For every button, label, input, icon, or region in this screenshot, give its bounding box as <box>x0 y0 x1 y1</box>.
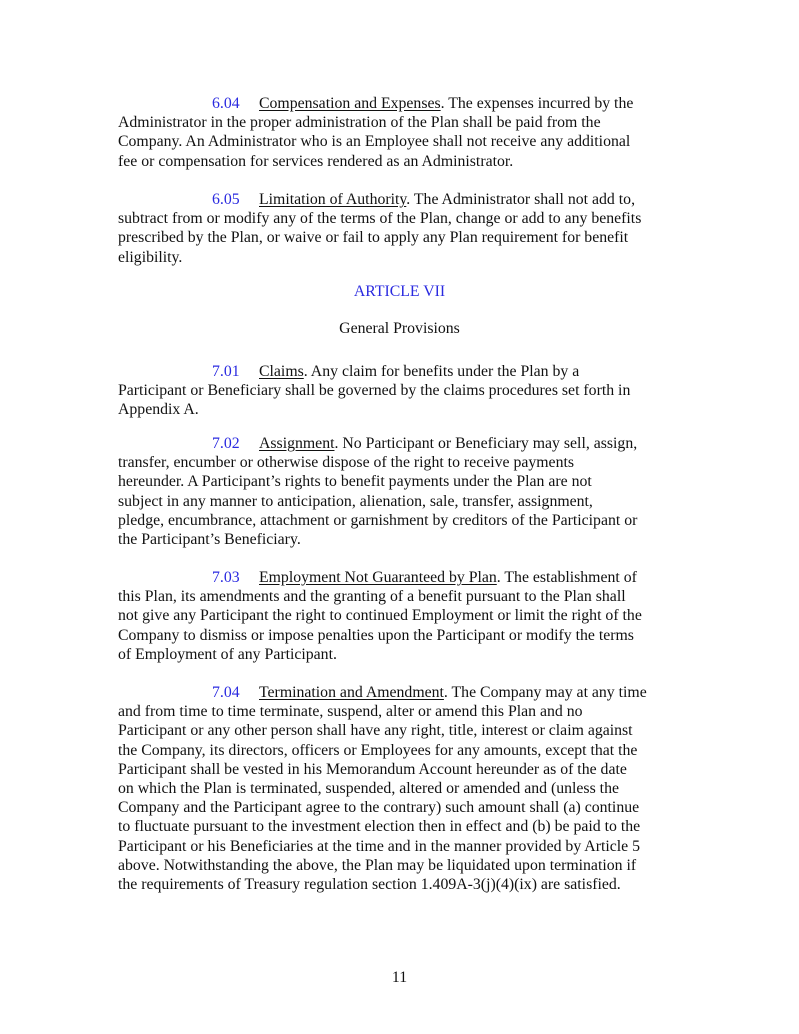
body-text-line: Administrator in the proper administration of the Plan shall be paid from the <box>118 114 601 132</box>
article-title: ARTICLE VII <box>353 283 446 300</box>
body-text-line: the Participant’s Beneficiary. <box>118 530 301 548</box>
section-heading: Compensation and Expenses <box>259 95 441 112</box>
body-text-line: and from time to time terminate, suspend, alter or amend this Plan and no <box>118 703 583 721</box>
section-7-04 <box>118 683 684 894</box>
body-text-line: fee or compensation for services rendered as an Administrator. <box>118 152 514 170</box>
section-heading: Employment Not Guaranteed by Plan <box>259 569 497 586</box>
article-subtitle: General Provisions <box>339 320 460 337</box>
section-6-05 <box>118 190 684 267</box>
section-heading-rest: . Any claim for benefits under the Plan by a <box>303 363 580 380</box>
body-text-line: the Company, its directors, officers or Employees for any amounts, except that the <box>118 741 638 759</box>
section-7-01 <box>118 362 684 420</box>
section-heading-rest: . The Company may at any time <box>443 684 647 701</box>
section-heading-rest: . The establishment of <box>496 569 637 586</box>
body-text-line: not give any Participant the right to continued Employment or limit the right of the <box>118 607 642 625</box>
body-text-line: Appendix A. <box>118 401 199 419</box>
section-heading-rest: . The expenses incurred by the <box>440 95 634 112</box>
section-heading-line <box>118 683 684 702</box>
body-text-line: Participant or Beneficiary shall be governed by the claims procedures set forth in <box>118 382 631 400</box>
body-text-line: Participant shall be vested in his Memorandum Account hereunder as of the date <box>118 760 627 778</box>
page-number: 11 <box>391 969 408 986</box>
body-text-line: to fluctuate pursuant to the investment election then in effect and (b) be paid to the <box>118 818 641 836</box>
section-heading-line <box>118 190 684 209</box>
section-heading-rest: . The Administrator shall not add to, <box>406 191 636 208</box>
body-text-line: hereunder. A Participant’s rights to benefit payments under the Plan are not <box>118 473 592 491</box>
body-text-line: Participant or any other person shall have any right, title, interest or claim against <box>118 722 633 740</box>
section-heading: Assignment <box>259 435 335 452</box>
section-heading: Termination and Amendment <box>259 684 444 701</box>
body-text-line: subject in any manner to anticipation, alienation, sale, transfer, assignment, <box>118 492 593 510</box>
section-heading: Claims <box>259 363 304 380</box>
section-number: 6.04 <box>212 95 240 112</box>
section-heading-rest: . No Participant or Beneficiary may sell, assign, <box>334 435 638 452</box>
body-text-line: Company. An Administrator who is an Employee shall not receive any additional <box>118 133 631 151</box>
body-text-line: eligibility. <box>118 248 183 266</box>
body-text-line: Company and the Participant agree to the contrary) such amount shall (a) continue <box>118 799 640 817</box>
body-text-line: above. Notwithstanding the above, the Plan may be liquidated upon termination if <box>118 856 637 874</box>
body-text-line: Company to dismiss or impose penalties upon the Participant or modify the terms <box>118 626 634 644</box>
body-text-line: this Plan, its amendments and the granting of a benefit pursuant to the Plan shall <box>118 588 626 606</box>
body-text-line: transfer, encumber or otherwise dispose of the right to receive payments <box>118 454 575 472</box>
section-number: 7.04 <box>212 684 240 701</box>
section-heading-line <box>118 568 684 587</box>
section-number: 7.02 <box>212 435 240 452</box>
section-number: 7.03 <box>212 569 240 586</box>
section-6-04 <box>118 94 684 171</box>
section-heading-line <box>118 94 684 113</box>
section-7-02 <box>118 434 684 549</box>
section-heading-line <box>118 362 684 381</box>
body-text-line: on which the Plan is terminated, suspended, altered or amended and (unless the <box>118 779 619 797</box>
section-number: 7.01 <box>212 363 240 380</box>
section-heading-line <box>118 434 684 453</box>
body-text-line: pledge, encumbrance, attachment or garnishment by creditors of the Participant or <box>118 511 638 529</box>
section-7-03 <box>118 568 684 664</box>
section-heading: Limitation of Authority <box>259 191 407 208</box>
body-text-line: prescribed by the Plan, or waive or fail to apply any Plan requirement for benefit <box>118 229 629 247</box>
body-text-line: subtract from or modify any of the terms of the Plan, change or add to any benefits <box>118 210 642 228</box>
section-number: 6.05 <box>212 191 240 208</box>
body-text-line: the requirements of Treasury regulation section 1.409A-3(j)(4)(ix) are satisfied. <box>118 875 621 893</box>
body-text-line: Participant or his Beneficiaries at the time and in the manner provided by Article 5 <box>118 837 641 855</box>
body-text-line: of Employment of any Participant. <box>118 645 337 663</box>
